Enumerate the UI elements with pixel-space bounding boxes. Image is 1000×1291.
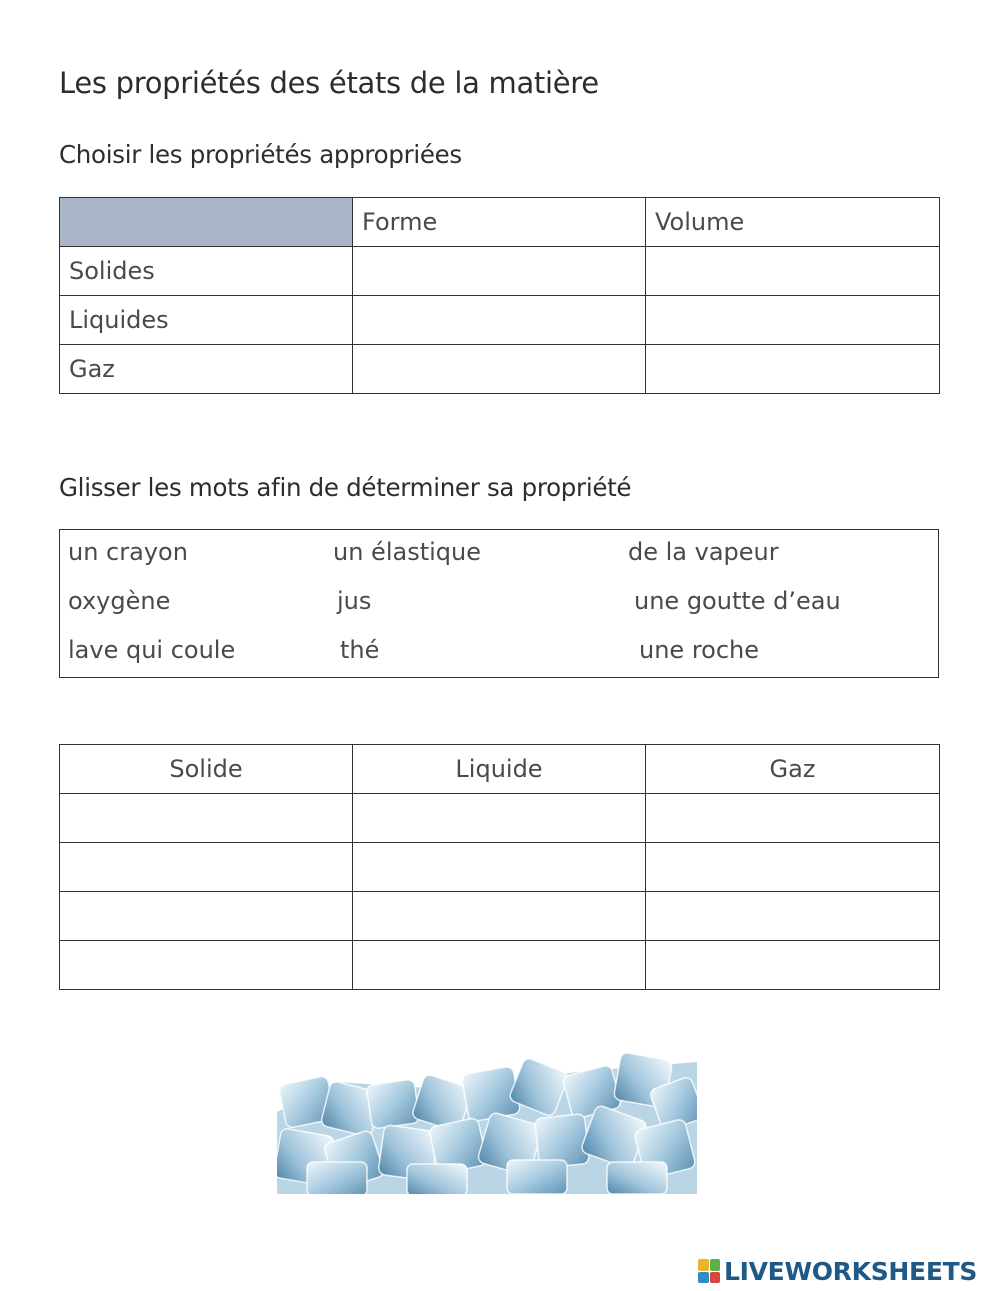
word-bank bbox=[59, 529, 939, 678]
draggable-word[interactable]: lave qui coule bbox=[68, 636, 236, 664]
draggable-word[interactable]: de la vapeur bbox=[628, 538, 779, 566]
page-title: Les propriétés des états de la matière bbox=[59, 66, 599, 100]
brand-name: LIVEWORKSHEETS bbox=[724, 1256, 978, 1286]
draggable-word[interactable]: une roche bbox=[639, 636, 760, 664]
column-header-forme: Forme bbox=[353, 198, 646, 247]
draggable-word[interactable]: thé bbox=[340, 636, 380, 664]
liveworksheets-logo bbox=[698, 1257, 977, 1285]
column-header-solide: Solide bbox=[60, 745, 353, 794]
table-corner-cell bbox=[60, 198, 353, 247]
column-header-volume: Volume bbox=[646, 198, 940, 247]
table-row bbox=[60, 794, 940, 843]
drop-cell[interactable] bbox=[60, 843, 353, 892]
properties-table bbox=[59, 197, 940, 394]
table-header-row bbox=[60, 198, 940, 247]
classification-table bbox=[59, 744, 940, 990]
drop-cell[interactable] bbox=[646, 892, 940, 941]
row-label-solides: Solides bbox=[60, 247, 353, 296]
answer-cell-liquides-volume[interactable] bbox=[646, 296, 940, 345]
drop-cell[interactable] bbox=[646, 843, 940, 892]
draggable-word[interactable]: une goutte d’eau bbox=[634, 587, 841, 615]
answer-cell-gaz-volume[interactable] bbox=[646, 345, 940, 394]
row-label-gaz: Gaz bbox=[60, 345, 353, 394]
column-header-liquide: Liquide bbox=[353, 745, 646, 794]
draggable-word[interactable]: jus bbox=[337, 587, 372, 615]
table-row bbox=[60, 843, 940, 892]
section-heading-drag-words: Glisser les mots afin de déterminer sa propriété bbox=[59, 473, 632, 502]
answer-cell-solides-volume[interactable] bbox=[646, 247, 940, 296]
drop-cell[interactable] bbox=[60, 892, 353, 941]
table-row bbox=[60, 296, 940, 345]
drop-cell[interactable] bbox=[353, 941, 646, 990]
ice-cubes-image bbox=[277, 1052, 697, 1194]
draggable-word[interactable]: un crayon bbox=[68, 538, 188, 566]
drop-cell[interactable] bbox=[60, 794, 353, 843]
table-row bbox=[60, 247, 940, 296]
column-header-gaz: Gaz bbox=[646, 745, 940, 794]
table-row bbox=[60, 345, 940, 394]
table-header-row bbox=[60, 745, 940, 794]
drop-cell[interactable] bbox=[646, 941, 940, 990]
draggable-word[interactable]: oxygène bbox=[68, 587, 171, 615]
table-row bbox=[60, 941, 940, 990]
drop-cell[interactable] bbox=[353, 794, 646, 843]
draggable-word[interactable]: un élastique bbox=[333, 538, 481, 566]
answer-cell-solides-forme[interactable] bbox=[353, 247, 646, 296]
row-label-liquides: Liquides bbox=[60, 296, 353, 345]
answer-cell-gaz-forme[interactable] bbox=[353, 345, 646, 394]
table-row bbox=[60, 892, 940, 941]
section-heading-properties: Choisir les propriétés appropriées bbox=[59, 140, 462, 169]
drop-cell[interactable] bbox=[353, 843, 646, 892]
drop-cell[interactable] bbox=[646, 794, 940, 843]
logo-blocks-icon bbox=[698, 1259, 720, 1283]
answer-cell-liquides-forme[interactable] bbox=[353, 296, 646, 345]
drop-cell[interactable] bbox=[60, 941, 353, 990]
drop-cell[interactable] bbox=[353, 892, 646, 941]
